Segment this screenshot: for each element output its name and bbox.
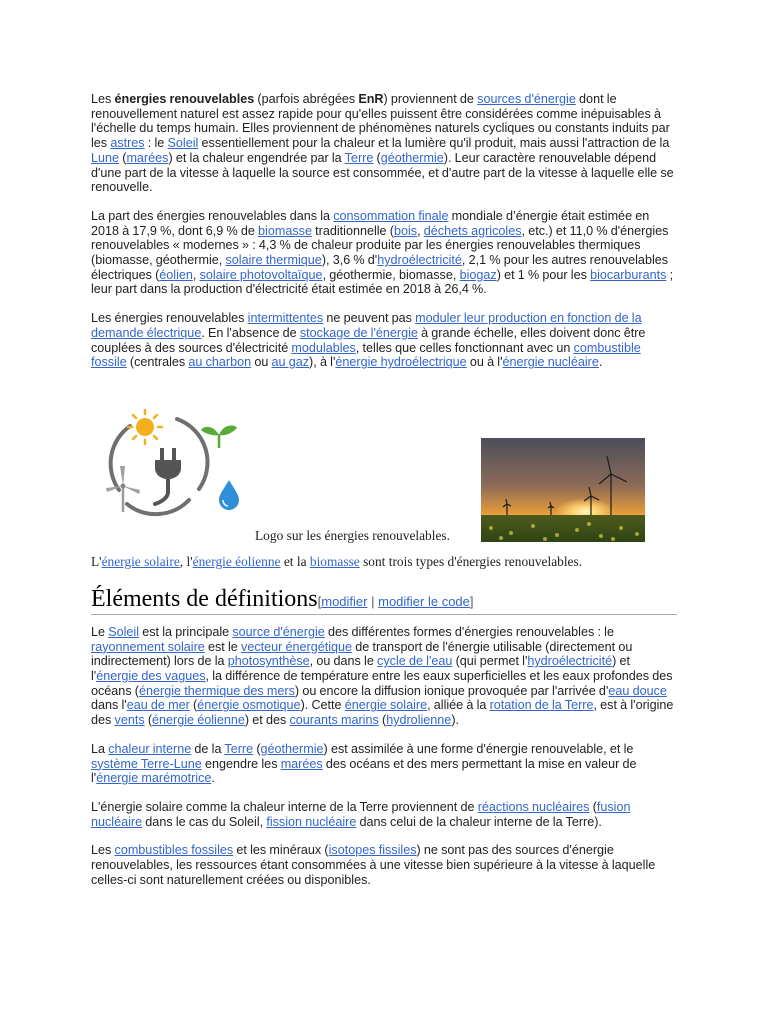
text-run: essentiellement pour la chaleur et la lumière qu'il produit, mais aussi l'attraction de la [198,136,670,151]
wiki-link[interactable]: source d'énergie [232,624,325,639]
text-run: est la principale [139,624,233,639]
wiki-link[interactable]: énergie hydroélectrique [335,355,467,370]
figure-caption [91,554,677,570]
wiki-link[interactable]: biomasse [258,223,312,238]
text-run: de transport de l'énergie utilisable (directement ou indirectement) lors de la [91,639,633,669]
text-run: , telles que celles fonctionnant avec un [355,340,574,355]
text-run: ( [253,741,261,756]
wiki-link[interactable]: énergie osmotique [197,698,301,713]
wiki-link[interactable]: fusion nucléaire [91,799,631,829]
wind-farm-sunset-photo [481,438,645,542]
wiki-link[interactable]: biomasse [309,553,360,569]
wiki-link[interactable]: photosynthèse [227,654,310,669]
wiki-link[interactable]: éolien [159,267,193,282]
wiki-link[interactable]: intermittentes [247,311,324,326]
wiki-link[interactable]: hydroélectricité [377,253,462,268]
text-run: ) et des [244,713,290,728]
text-run: La part des énergies renouvelables dans la [91,208,334,223]
wiki-link[interactable]: énergie nucléaire [502,355,599,370]
text-run: dont le renouvellement naturel est assez rapide pour qu'elles puissent être considérées comme inépuisables à l'échelle du temps humain. Elles proviennent de phénomènes naturels cycliques ou constants induits par les [91,92,670,151]
wiki-link[interactable]: géothermie [380,150,444,165]
wiki-link[interactable]: biogaz [459,267,497,282]
section-heading [91,586,677,615]
text-run: , etc.) et 11,0 % d'énergies renouvelables « modernes » : 4,3 % de chaleur produite par les énergies renouvelables thermiques (biomasse, géothermie, [91,223,669,268]
wiki-link[interactable]: solaire thermique [225,253,322,268]
intro-paragraph-3 [91,311,677,370]
wiki-link[interactable]: énergie éolienne [192,553,281,569]
text-run: , 2,1 % pour les autres renouvelables électriques ( [91,253,669,282]
edit-separator: | [367,593,379,609]
definitions-paragraph-2 [91,742,677,786]
wiki-link[interactable]: réactions nucléaires [477,799,590,814]
text-run: (parfois abrégées [254,92,359,106]
text-run: ), 3,6 % d' [321,253,378,268]
text-run: ( [378,713,387,728]
text-run: et la [280,553,310,569]
renewable-energy-logo [97,404,241,526]
wiki-link[interactable]: Soleil [108,624,140,639]
text-run: des différentes formes d'énergies renouvelables : le [324,624,614,639]
intro-paragraph-1 [91,92,677,195]
wiki-link[interactable]: solaire photovoltaïque [199,267,323,282]
wiki-link[interactable]: énergie des vagues [96,669,206,684]
text-run: ou [251,355,272,370]
wiki-link[interactable]: moduler leur production en fonction de la demande électrique [91,311,642,340]
text-run: ) et la chaleur engendrée par la [168,150,345,165]
text-run: ) et 1 % pour les [496,267,591,282]
text-run: traditionnelle ( [311,223,394,238]
plug-icon [155,448,181,504]
text-run: ou à l' [466,355,503,370]
text-run: ne peuvent pas [323,311,416,326]
bold-term: EnR [358,92,384,106]
text-run: ) est assimilée à une forme d'énergie renouvelable, et le [323,741,634,756]
text-run: des océans et des mers permettant la mise en valeur de l' [91,756,637,786]
wiki-link[interactable]: chaleur interne [108,741,192,756]
wiki-link[interactable]: combustible fossile [91,340,641,370]
text-run: ; leur part dans la production d'électricité était estimée en 2018 à 26,4 %. [91,267,674,297]
bracket-open: [ [317,593,322,609]
text-run: Les énergies renouvelables [91,311,248,326]
section-title: Éléments de définitions [91,585,318,612]
text-run: Les [91,92,115,106]
edit-code-link[interactable]: modifier le code [378,593,470,609]
leaf-icon [201,426,237,448]
wiki-link[interactable]: rayonnement solaire [91,639,205,654]
text-run: ) ne sont pas des sources d'énergie renouvelables, les ressources étant consommées à une vitesse bien supérieure à la vitesse à laquelle celles-ci sont naturellement créées ou disponibles. [91,843,656,887]
wiki-link[interactable]: système Terre-Lune [91,756,202,771]
text-run: , est à l'origine des [91,698,674,728]
text-run: , [192,267,200,282]
wiki-link[interactable]: hydroélectricité [527,654,613,669]
text-run: (centrales [126,355,189,370]
wiki-link[interactable]: marées [280,756,323,771]
text-run: Le [91,624,109,639]
wiki-link[interactable]: au gaz [271,355,310,370]
figures-row [91,404,677,554]
wiki-link[interactable]: énergie marémotrice [96,771,212,786]
edit-link[interactable]: modifier [321,593,368,609]
wiki-link[interactable]: vents [114,713,145,728]
wiki-link[interactable]: énergie éolienne [152,713,245,728]
text-run: . [211,771,215,786]
bold-term: énergies renouvelables [114,92,255,106]
wiki-link[interactable]: combustibles fossiles [114,843,234,858]
text-run: ). Leur caractère renouvelable dépend d'une part de la vitesse à laquelle la source est consommée, et d'autre part de la vitesse à laquelle elle se renouvelle. [91,150,674,195]
wiki-link[interactable]: Terre [344,150,374,165]
text-run: . En l'absence de [201,325,300,340]
wiki-link[interactable]: biocarburants [590,267,667,282]
text-run: dans l' [91,698,127,713]
wiki-link[interactable]: isotopes fissiles [328,843,417,858]
definitions-paragraph-4 [91,843,677,887]
water-drop-icon [219,480,239,510]
wiki-link[interactable]: énergie solaire [344,698,428,713]
text-run: , géothermie, biomasse, [322,267,460,282]
wiki-link[interactable]: bois [393,223,418,238]
bracket-close: ] [469,593,474,609]
text-run: de la [191,741,225,756]
text-run: et les minéraux ( [233,843,329,858]
wiki-link[interactable]: déchets agricoles [423,223,522,238]
wiki-link[interactable]: Lune [91,150,120,165]
text-run: : le [144,136,168,151]
wiki-link[interactable]: modulables [291,340,356,355]
text-run: L' [91,553,102,569]
wiki-link[interactable]: courants marins [289,713,379,728]
article-body [91,92,677,888]
wiki-link[interactable]: géothermie [260,741,324,756]
text-run: (qui permet l' [452,654,528,669]
wiki-link[interactable]: Terre [224,741,254,756]
wiki-link[interactable]: énergie solaire [101,553,180,569]
text-run: , l' [179,553,193,569]
wiki-link[interactable]: cycle de l'eau [377,654,453,669]
text-run: ) proviennent de [383,92,478,106]
wiki-link[interactable]: marées [126,150,169,165]
text-run: ( [119,150,127,165]
text-run: , ou dans le [309,654,378,669]
definitions-paragraph-3 [91,800,677,829]
definitions-paragraph-1 [91,625,677,728]
text-run: , la différence de température entre les eaux superficielles et les eaux profondes des océans ( [91,669,673,698]
wiki-link[interactable]: eau de mer [126,698,190,713]
text-run: ( [189,698,198,713]
text-run: dans le cas du Soleil, [142,814,267,829]
wiki-link[interactable]: au charbon [188,355,252,370]
text-run: L'énergie solaire comme la chaleur interne de la Terre proviennent de [91,799,478,814]
text-run: ) et l' [91,654,630,684]
edit-links [318,594,474,609]
wiki-link[interactable]: rotation de la Terre [489,698,594,713]
text-run: mondiale d’énergie était estimée en 2018 à 17,9 %, dont 6,9 % de [91,208,650,238]
text-run: dans celui de la chaleur interne de la Terre). [356,814,602,829]
text-run: ( [373,150,381,165]
wiki-link[interactable]: eau douce [608,683,667,698]
text-run: , [417,223,424,238]
text-run: . [598,355,603,370]
text-run: ), à l' [309,355,336,370]
logo-caption: Logo sur les énergies renouvelables. [255,527,450,543]
text-run: Les [91,843,115,858]
text-run: ) ou encore la diffusion ionique provoquée par l'arrivée d' [294,683,609,698]
wiki-link[interactable]: Soleil [167,136,199,151]
sun-icon [128,410,162,444]
wiki-link[interactable]: vecteur énergétique [241,639,353,654]
wiki-link[interactable]: sources d'énergie [477,92,576,106]
text-run: , alliée à la [427,698,490,713]
wiki-link[interactable]: consommation finale [333,208,449,223]
text-run: ( [589,799,597,814]
intro-paragraph-2 [91,209,677,297]
text-run: ). Cette [300,698,345,713]
text-run: sont trois types d'énergies renouvelables. [359,553,583,569]
text-run: ). [451,713,460,728]
text-run: La [91,741,109,756]
wiki-link[interactable]: astres [110,136,145,151]
wiki-link[interactable]: énergie thermique des mers [139,683,295,698]
wiki-link[interactable]: stockage de l'énergie [299,325,418,340]
text-run: est le [204,639,242,654]
wiki-link[interactable]: hydrolienne [386,713,452,728]
text-run: engendre les [201,756,281,771]
wiki-link[interactable]: fission nucléaire [266,814,357,829]
text-run: à grande échelle, elles doivent donc être couplées à des sources d'électricité [91,325,646,355]
text-run: ( [144,713,153,728]
